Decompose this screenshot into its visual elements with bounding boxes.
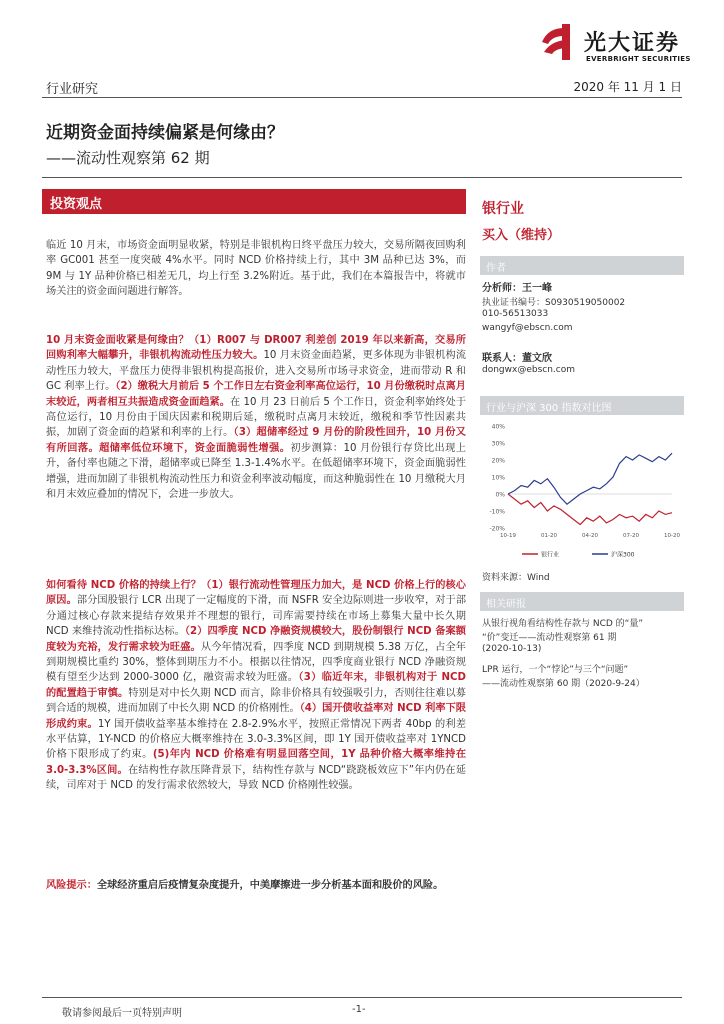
risk-text: 全球经济重启后疫情复杂度提升，中美摩擦进一步分析基本面和股价的风险。 [96,880,444,891]
y-tick-label: 20% [491,457,505,465]
contact-email[interactable]: dongwx@ebscn.com [482,365,575,375]
brand-name-en: EVERBRIGHT SECURITIES [586,55,691,63]
q2-text-2: 从今年情况看，四季度 NCD 到期规模 5.38 万亿，占全年到期规模比重约 30%，整体到期压力不小。根据以往情况，四季度商业银行 NCD 净融资规模有望至少达到 2000-3000 亿，融资需求较为旺盛。 [46,641,466,684]
paragraph-risk [46,878,466,893]
q1-text-2: 在 10 月 23 日前后 5 个工作日，资金利率始终处于高位运行，10 月份由于国庆因素和税期后延，缴税时点离月末较近，缴税和季节性因素共振，加剧了资金面的趋紧和利率的上行。 [46,396,467,439]
related-report-2-line-2[interactable]: ——流动性观察第 60 期（2020-9-24） [482,679,645,689]
analyst-license: 执业证书编号：S0930519050002 [482,298,626,308]
x-tick-label: 10-19 [500,533,516,539]
author-header-label: 作者 [486,263,506,274]
rating: 买入（维持） [482,228,561,243]
related-report-1-line-2[interactable]: “价”变迁——流动性观察第 61 期 [482,633,617,643]
y-tick-label: 10% [491,474,505,482]
industry-name: 银行业 [482,201,524,217]
series-line-bank [508,494,672,525]
footer-disclaimer: 敬请参阅最后一页特别声明 [62,1008,182,1019]
x-tick-label: 10-20 [664,533,680,539]
y-tick-label: 30% [491,440,505,448]
x-tick-label: 04-20 [582,533,598,539]
q2-point-5: (5)年内 NCD 价格难有明显回落空间，1Y 品种价格大概率维持在 3.0-3.3%区间。 [46,749,467,776]
report-date: 2020 年 11 月 1 日 [573,80,682,94]
header-divider [42,97,682,98]
q2-text-1: 部分国股银行 LCR 出现了一定幅度的下滑，而 NSFR 安全边际则进一步收窄，对于部分通过核心存款来提结存效果并不理想的银行，司库需要持续在市场上募集大量中长久期 NCD 来维持流动性指标达标。 [46,595,467,638]
y-tick-label: -20% [489,525,505,533]
footer-divider [42,997,682,998]
q2-text-4: 1Y 国开债收益率基本维持在 2.8-2.9%水平，按照正常情况下两者 40bp 的利差水平估算，1Y-NCD 的价格应大概率维持在 3.0-3.3%区间，即 1Y 国开债收益率对 1YNCD 价格下限形成了约束。 [46,718,467,761]
analyst-email[interactable]: wangyf@ebscn.com [482,323,573,333]
paragraph-q2 [46,578,466,794]
related-report-1-date: (2020-10-13) [482,644,542,654]
section-banner-label: 投资观点 [50,197,103,212]
x-tick-label: 07-20 [623,533,639,539]
paragraph-q1 [46,333,466,502]
analyst-name: 分析师：王一峰 [482,283,552,294]
q2-heading: 如何看待 NCD 价格的持续上行？（1）银行流动性管理压力加大，是 NCD 价格上行的核心原因。 [46,580,466,607]
y-tick-label: 40% [491,423,505,431]
section-banner [42,189,466,214]
related-header-label: 相关研报 [486,599,526,610]
related-header [480,592,684,611]
q1-text-3: 初步测算：10 月份银行存贷比出现上升，备付率也随之下滑，超储率或已降至 1.3-1.4%水平。在低超储率环境下，资金面脆弱性增强，进而加剧了非银机构流动性压力和资金利率波动幅度，而这种脆弱性在 10 月缴税大月和月末效应叠加的情况下，会进一步放大。 [46,442,466,501]
report-subtitle: ——流动性观察第 62 期 [46,149,210,167]
contact-name: 联系人：董文欣 [482,353,552,364]
chart-source: 资料来源：Wind [482,573,550,583]
q2-text-3: 特别是对中长久期 NCD 而言，除非价格具有较强吸引力，否则往往难以募到合适的规模，进而加剧了中长久期 NCD 的价格刚性。 [46,687,466,715]
series-line-hs300 [508,453,672,504]
x-tick-label: 01-20 [541,533,557,539]
q1-heading: 10 月末资金面收紧是何缘由？（1）R007 与 DR007 利差创 2019 年以来新高，交易所回购利率大幅攀升，非银机构流动性压力较大。 [46,335,466,362]
industry-vs-hs300-chart [482,418,682,566]
brand-name-cn: 光大证券 [584,31,681,56]
legend-bank-label: 银行业 [541,551,560,559]
q2-point-4: （4）国开债收益率对 NCD 利率下限形成约束。 [46,703,466,730]
title-divider [42,177,682,178]
paragraph-intro: 临近 10 月末，市场资金面明显收紧，特别是非银机构日终平盘压力较大，交易所隔夜回购利率 GC001 甚至一度突破 4%水平。同时 NCD 价格持续上行，其中 3M 品种已达 3%，而 9M 与 1Y 品种价格已相差无几，均上行至 3.2%附近。基于此，我们在本篇报告中，将就市场关注的资金面问题进行解答。 [46,240,466,298]
related-report-2-line-1[interactable]: LPR 运行，一个“悖论”与三个“问题” [482,665,629,675]
q2-point-3: （3）临近年末，非银机构对于 NCD 的配置趋于审慎。 [46,672,466,699]
page-number: -1- [352,1004,366,1015]
q1-point-2: （2）缴税大月前后 5 个工作日左右资金利率高位运行，10 月份缴税时点离月末较近，两者相互共振造成资金面趋紧。 [46,381,466,408]
report-category: 行业研究 [46,82,99,97]
y-tick-label: 0% [495,491,505,499]
risk-label: 风险提示： [46,880,97,891]
q2-text-5: 在结构性存款压降背景下，结构性存款与 NCD“跷跷板效应下”年内仍在延续，司库对于 NCD 的发行需求依然较大，导致 NCD 价格刚性较强。 [46,764,466,792]
q1-point-3: （3）超储率经过 9 月份的阶段性回升，10 月份又有所回落。超储率低位环境下，资金面脆弱性增强。 [46,427,466,454]
author-header [480,256,684,275]
related-report-1-line-1[interactable]: 从银行视角看结构性存款与 NCD 的“量” [482,619,643,629]
y-tick-label: -10% [489,508,505,516]
q2-point-2: （2）四季度 NCD 净融资规模较大，股份制银行 NCD 备案额度较为充裕，发行需求较为旺盛。 [46,626,466,653]
report-title: 近期资金面持续偏紧是何缘由？ [46,123,284,143]
q1-text-1: 10 月末资金面趋紧，更多体现为非银机构流动性压力较大，平盘压力使得非银机构提高报价，进入交易所市场寻求资金，进而带动 R 和 GC 利率上行。 [46,350,467,393]
chart-header [480,396,684,415]
analyst-phone: 010-56513033 [482,309,549,319]
chart-header-label: 行业与沪深 300 指数对比图 [486,403,612,414]
brand-logo-icon [538,22,580,62]
legend-hs300-label: 沪深300 [611,551,635,559]
